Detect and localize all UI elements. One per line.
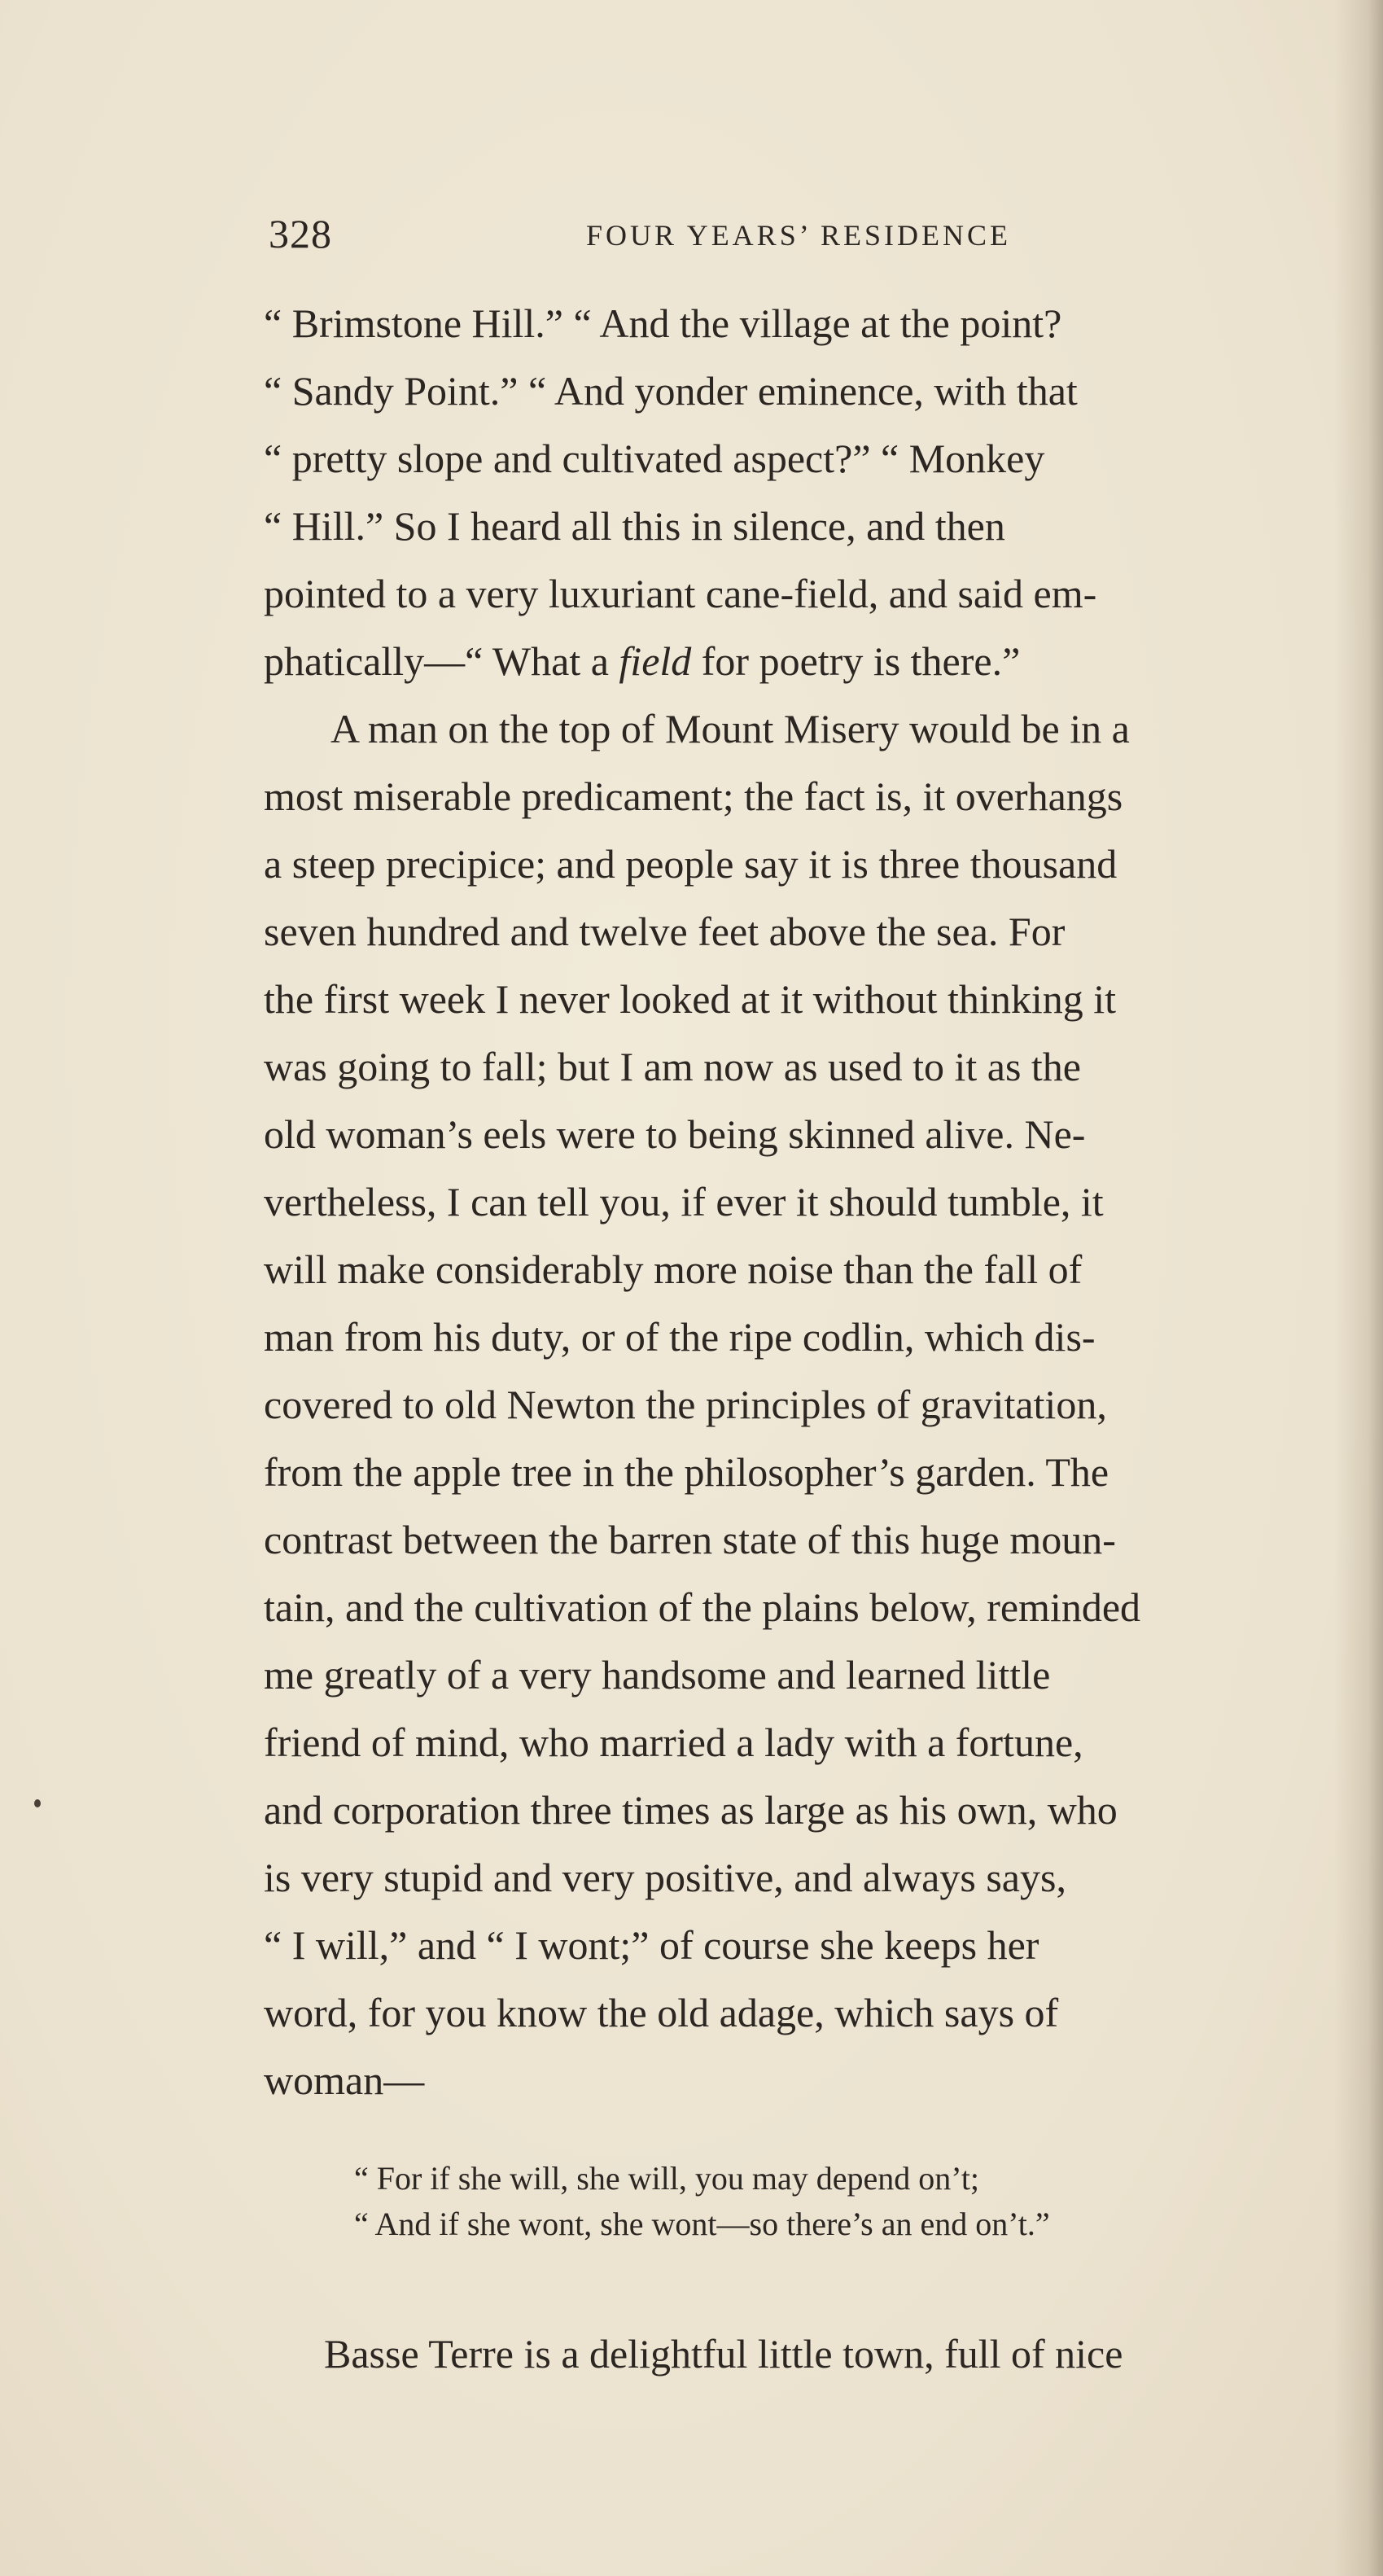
text-line: phatically—“ What a field for poetry is there.”	[264, 638, 1021, 684]
text-line: the first week I never looked at it without thinking it	[264, 976, 1116, 1022]
text-line: friend of mind, who married a lady with a fortune,	[264, 1720, 1083, 1765]
verse-quotation	[354, 2156, 1363, 2247]
text-line: is very stupid and very positive, and always says,	[264, 1855, 1066, 1900]
text-line: me greatly of a very handsome and learned little	[264, 1652, 1051, 1698]
final-text-line: Basse Terre is a delightful little town, full of nice	[324, 2331, 1123, 2377]
text-line: was going to fall; but I am now as used to it as the	[264, 1044, 1082, 1089]
text-line: pointed to a very luxuriant cane-field, and said em-	[264, 571, 1097, 616]
text-line: woman—	[264, 2057, 425, 2103]
text-line: most miserable predicament; the fact is, it overhangs	[264, 773, 1123, 819]
text-line: tain, and the cultivation of the plains below, reminded	[264, 1584, 1141, 1630]
verse-line: “ For if she will, she will, you may depend on’t;	[354, 2160, 980, 2197]
text-line: “ I will,” and “ I wont;” of course she keeps her	[264, 1922, 1039, 1968]
text-line: covered to old Newton the principles of gravitation,	[264, 1382, 1107, 1427]
verse-line: “ And if she wont, she wont—so there’s an end on’t.”	[354, 2206, 1050, 2242]
text-line: word, for you know the old adage, which says of	[264, 1990, 1059, 2035]
text-line: vertheless, I can tell you, if ever it should tumble, it	[264, 1179, 1104, 1224]
running-head-title: FOUR YEARS’ RESIDENCE	[586, 219, 1012, 252]
text-line: “ Hill.” So I heard all this in silence, and then	[264, 503, 1005, 549]
text-line: a steep precipice; and people say it is three thousand	[264, 841, 1118, 887]
text-line: “ Sandy Point.” “ And yonder eminence, with that	[264, 368, 1078, 414]
text-line: man from his duty, or of the ripe codlin, which dis-	[264, 1314, 1096, 1360]
italic-word: field	[619, 638, 692, 684]
text-line: seven hundred and twelve feet above the sea. For	[264, 909, 1066, 954]
page-number: 328	[269, 211, 332, 256]
text-line: from the apple tree in the philosopher’s garden. The	[264, 1449, 1109, 1495]
text-line: will make considerably more noise than the fall of	[264, 1246, 1083, 1292]
text-line: contrast between the barren state of this huge moun-	[264, 1517, 1116, 1562]
text-line: A man on the top of Mount Misery would be in a	[330, 706, 1130, 751]
paper-speck	[34, 1799, 41, 1807]
text-line: old woman’s eels were to being skinned alive. Ne-	[264, 1111, 1086, 1157]
text-line: “ Brimstone Hill.” “ And the village at the point?	[264, 300, 1062, 346]
text-line: and corporation three times as large as his own, who	[264, 1787, 1118, 1833]
text-line: “ pretty slope and cultivated aspect?” “ Monkey	[264, 436, 1045, 481]
body-text	[264, 290, 1379, 2114]
